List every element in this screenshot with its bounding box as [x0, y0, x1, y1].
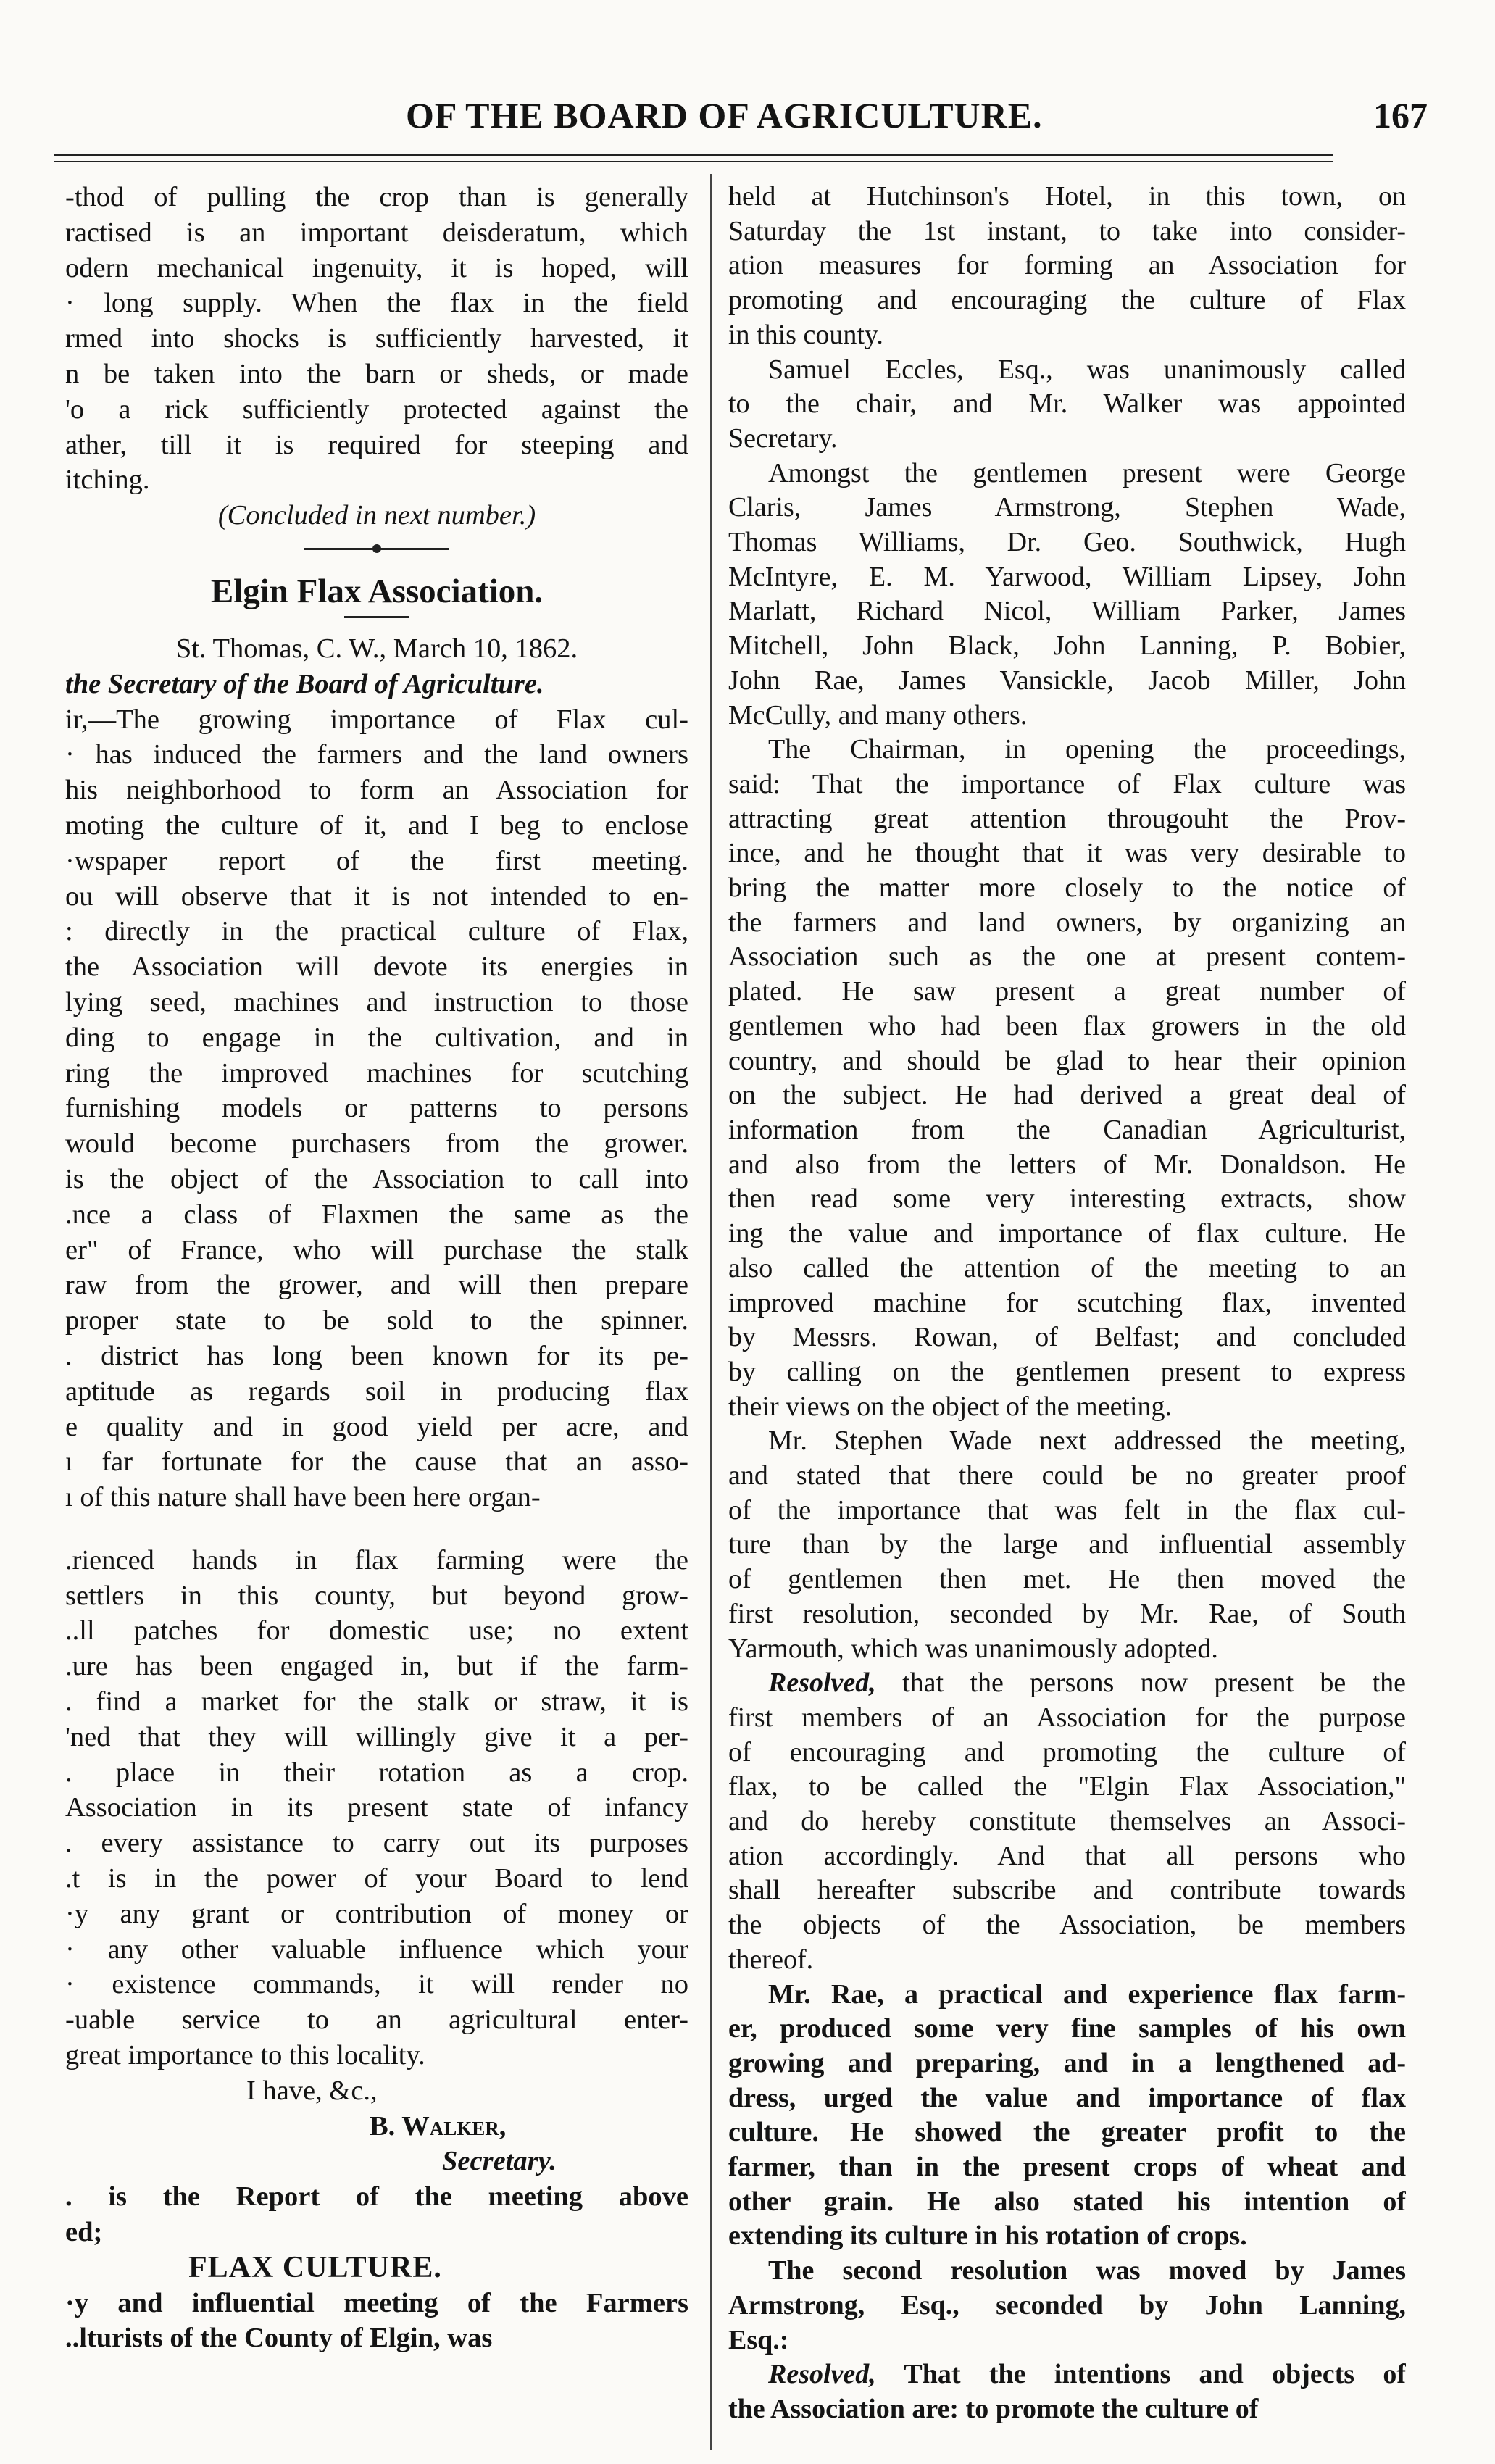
- concluded-note: (Concluded in next number.): [217, 500, 536, 531]
- text-line: ı of this nature shall have been here organ-: [65, 1482, 541, 1513]
- report-opening: [65, 2286, 688, 2357]
- text-line: Samuel Eccles, Esq., was unanimously called: [768, 354, 1406, 385]
- resolution-1: [728, 1666, 1406, 1977]
- text-line: [728, 1666, 1406, 1701]
- article-title: Elgin Flax Association.: [210, 572, 544, 610]
- text-line: the objects of the Association, be members: [728, 1910, 1406, 1941]
- signer-title: Secretary.: [442, 2146, 557, 2177]
- resolution-2: [728, 2357, 1406, 2426]
- text-line: 'o a rick sufficiently protected against the: [65, 394, 688, 425]
- paragraph-gap: [65, 1515, 688, 1543]
- text-line: moting the culture of it, and I beg to enclose: [65, 809, 688, 841]
- text-line: Esq.:: [728, 2324, 789, 2355]
- text-line: . find a market for the stalk or straw, it is: [65, 1686, 688, 1718]
- text-line: -uable service to an agricultural enter-: [65, 2005, 688, 2036]
- text-line: 'ned that they will willingly give it a per-: [65, 1721, 688, 1752]
- text-line: of the importance that was felt in the flax cul-: [728, 1494, 1406, 1526]
- text-line: Amongst the gentlemen present were George: [768, 457, 1406, 488]
- text-line: by calling on the gentlemen present to express: [728, 1356, 1406, 1387]
- text-line: -thod of pulling the crop than is generally: [65, 182, 688, 212]
- signoff: I have, &c.,: [246, 2075, 378, 2106]
- text-line: of gentlemen then met. He then moved the: [728, 1564, 1406, 1595]
- text-line: extending its culture in his rotation of crops.: [728, 2220, 1247, 2252]
- resolved-label: Resolved,: [768, 2359, 876, 2390]
- flax-culture-title: FLAX CULTURE.: [188, 2250, 442, 2284]
- text-line: .nce a class of Flaxmen the same as the: [65, 1199, 688, 1230]
- text-line: thereof.: [728, 1944, 814, 1975]
- report-paragraph-4: [728, 733, 1406, 1424]
- text-line: · any other valuable influence which your: [65, 1934, 688, 1965]
- text-line: odern mechanical ingenuity, it is hoped, will: [65, 252, 688, 283]
- text-line: Mitchell, John Black, John Lanning, P. Bobier,: [728, 630, 1406, 662]
- text-line: on the subject. He had derived a great deal of: [728, 1080, 1406, 1111]
- text-line: The second resolution was moved by James: [768, 2255, 1406, 2286]
- text-line: .ure has been engaged in, but if the farm-: [65, 1651, 688, 1682]
- report-paragraph-3: [728, 457, 1406, 733]
- text-line: ·y any grant or contribution of money or: [65, 1898, 688, 1929]
- text-line: rmed into shocks is sufficiently harvested, it: [65, 323, 688, 354]
- text-line: shall hereafter subscribe and contribute towards: [728, 1875, 1406, 1906]
- report-paragraph-1: [728, 180, 1406, 353]
- text-line: · long supply. When the flax in the field: [65, 288, 688, 319]
- text-line: ı far fortunate for the cause that an asso-: [65, 1447, 688, 1478]
- text-line: other grain. He also stated his intention of: [728, 2186, 1406, 2217]
- text-line: first resolution, seconded by Mr. Rae, of South: [728, 1598, 1406, 1629]
- text-line: Mr. Stephen Wade next addressed the meeting,: [768, 1425, 1406, 1457]
- ornament-dot: [372, 544, 381, 553]
- ornament-divider: [65, 533, 688, 562]
- text-line: . is the Report of the meeting above: [65, 2181, 688, 2213]
- report-paragraph-8: [728, 2254, 1406, 2357]
- text-line: John Rae, James Vansickle, Jacob Miller, John: [728, 665, 1406, 696]
- text-line: great importance to this locality.: [65, 2040, 425, 2071]
- text-line: plated. He saw present a great number of: [728, 976, 1406, 1007]
- text-line: improved machine for scutching flax, invented: [728, 1287, 1406, 1318]
- text-line: Association in its present state of infancy: [65, 1792, 688, 1823]
- text-line: is the object of the Association to call into: [65, 1163, 688, 1194]
- text-line: and stated that there could be no greater proof: [728, 1460, 1406, 1491]
- text-line: would become purchasers from the grower.: [65, 1128, 688, 1160]
- text-line: then read some very interesting extracts, show: [728, 1183, 1406, 1215]
- text-line: Armstrong, Esq., seconded by John Lanning,: [728, 2289, 1406, 2321]
- text-line: er, produced some very fine samples of his own: [728, 2013, 1406, 2044]
- signer-name: B. Walker,: [370, 2110, 507, 2142]
- text-line: Marlatt, Richard Nicol, William Parker, James: [728, 596, 1406, 627]
- header-rule-top: [54, 154, 1333, 156]
- text-line: ed;: [65, 2217, 103, 2248]
- text-line: aptitude as regards soil in producing flax: [65, 1375, 688, 1407]
- text-line: growing and preparing, and in a lengthened ad-: [728, 2047, 1406, 2078]
- text-line: . every assistance to carry out its purposes: [65, 1828, 688, 1859]
- text-line: the Association are: to promote the culture of: [728, 2394, 1259, 2424]
- text-line: flax, to be called the "Elgin Flax Association,": [728, 1771, 1406, 1802]
- text-line: said: That the importance of Flax culture was: [728, 768, 1406, 799]
- text-line: . place in their rotation as a crop.: [65, 1757, 688, 1788]
- text-line: ince, and he thought that it was very desirable to: [728, 838, 1406, 869]
- text-line: his neighborhood to form an Association for: [65, 775, 688, 806]
- text-line: e quality and in good yield per acre, and: [65, 1411, 688, 1442]
- text-line: settlers in this county, but beyond grow-: [65, 1580, 688, 1611]
- resolution-text: that the persons now present be the: [875, 1668, 1406, 1699]
- text-line: country, and should be glad to hear their opinion: [728, 1045, 1406, 1076]
- report-paragraph-2: [728, 353, 1406, 457]
- text-line: first members of an Association for the purpose: [728, 1702, 1406, 1733]
- text-line: raw from the grower, and will then prepare: [65, 1270, 688, 1301]
- text-line: ou will observe that it is not intended to en-: [65, 881, 688, 912]
- text-line: farmer, than in the present crops of wheat and: [728, 2152, 1406, 2183]
- text-line: : directly in the practical culture of Flax,: [65, 916, 688, 947]
- text-line: itching.: [65, 465, 150, 496]
- continued-article: [65, 180, 688, 498]
- text-line: ding to engage in the cultivation, and in: [65, 1022, 688, 1053]
- text-line: and also from the letters of Mr. Donaldson. He: [728, 1149, 1406, 1180]
- text-line: .rienced hands in flax farming were the: [65, 1544, 688, 1576]
- text-line: ation measures for forming an Association for: [728, 250, 1406, 281]
- right-column: [728, 180, 1406, 2427]
- resolved-label: Resolved,: [768, 1668, 876, 1699]
- text-line: bring the matter more closely to the notice of: [728, 873, 1406, 904]
- text-line: ing the value and importance of flax culture. He: [728, 1218, 1406, 1249]
- text-line: ..lturists of the County of Elgin, was: [65, 2323, 493, 2354]
- text-line: the Association will devote its energies in: [65, 952, 688, 983]
- letter-body-part-b: [65, 1543, 688, 2073]
- text-line: to the chair, and Mr. Walker was appointed: [728, 388, 1406, 420]
- header-rule-bottom: [54, 161, 1333, 162]
- text-line: ture than by the large and influential assembly: [728, 1529, 1406, 1560]
- column-divider: [710, 174, 712, 2450]
- text-line: McCully, and many others.: [728, 699, 1028, 731]
- text-line: Thomas Williams, Dr. Geo. Southwick, Hugh: [728, 527, 1406, 558]
- text-line: Secretary.: [728, 423, 838, 454]
- text-line: [728, 2357, 1406, 2392]
- text-line: · has induced the farmers and the land owners: [65, 739, 688, 770]
- text-line: · existence commands, it will render no: [65, 1969, 688, 2000]
- letter-body-part-a: [65, 702, 688, 1515]
- text-line: dress, urged the value and importance of flax: [728, 2082, 1406, 2113]
- text-line: gentlemen who had been flax growers in the old: [728, 1010, 1406, 1041]
- text-line: er" of France, who will purchase the stalk: [65, 1234, 688, 1265]
- text-line: culture. He showed the greater profit to the: [728, 2117, 1406, 2148]
- dateline: St. Thomas, C. W., March 10, 1862.: [175, 633, 578, 664]
- report-paragraph-7: [728, 1978, 1406, 2255]
- text-line: ir,—The growing importance of Flax cul-: [65, 704, 688, 735]
- salutation: the Secretary of the Board of Agriculture.: [65, 668, 544, 699]
- page-number: 167: [1373, 95, 1428, 136]
- text-line: . district has long been known for its pe-: [65, 1340, 688, 1371]
- text-line: of encouraging and promoting the culture of: [728, 1736, 1406, 1768]
- text-line: Claris, James Armstrong, Stephen Wade,: [728, 492, 1406, 523]
- text-line: Association such as the one at present contem-: [728, 941, 1406, 973]
- signature-block: [65, 2073, 688, 2179]
- report-paragraph-5: [728, 1424, 1406, 1666]
- text-line: ather, till it is required for steeping and: [65, 429, 688, 460]
- text-line: held at Hutchinson's Hotel, in this town, on: [728, 181, 1406, 212]
- text-line: lying seed, machines and instruction to those: [65, 986, 688, 1017]
- text-line: Mr. Rae, a practical and experience flax farm-: [768, 1978, 1406, 2010]
- text-line: ·y and influential meeting of the Farmers: [65, 2287, 688, 2318]
- title-underline: [344, 616, 409, 618]
- text-line: ring the improved machines for scutching: [65, 1057, 688, 1089]
- text-line: information from the Canadian Agriculturist,: [728, 1114, 1406, 1145]
- text-line: .t is in the power of your Board to lend: [65, 1863, 688, 1894]
- text-line: ation accordingly. And that all persons who: [728, 1840, 1406, 1871]
- text-line: Yarmouth, which was unanimously adopted.: [728, 1633, 1218, 1664]
- running-title: OF THE BOARD OF AGRICULTURE.: [406, 95, 1043, 136]
- text-line: n be taken into the barn or sheds, or made: [65, 358, 688, 389]
- text-line: promoting and encouraging the culture of Flax: [728, 285, 1406, 316]
- text-line: The Chairman, in opening the proceedings,: [768, 734, 1406, 765]
- text-line: McIntyre, E. M. Yarwood, William Lipsey, John: [728, 561, 1406, 592]
- left-column: [65, 180, 688, 2356]
- report-intro: [65, 2179, 688, 2250]
- text-line: ractised is an important deisderatum, which: [65, 217, 688, 248]
- text-line: the farmers and land owners, by organizing an: [728, 907, 1406, 938]
- text-line: Saturday the 1st instant, to take into consider-: [728, 215, 1406, 246]
- text-line: their views on the object of the meeting.: [728, 1391, 1173, 1422]
- running-header: [0, 94, 1495, 145]
- text-line: ..ll patches for domestic use; no extent: [65, 1615, 688, 1647]
- text-line: by Messrs. Rowan, of Belfast; and concluded: [728, 1322, 1406, 1353]
- text-line: also called the attention of the meeting to an: [728, 1252, 1406, 1283]
- text-line: and do hereby constitute themselves an Associ-: [728, 1806, 1406, 1837]
- text-line: attracting great attention througouht the Prov-: [728, 803, 1406, 834]
- text-line: in this county.: [728, 319, 883, 350]
- resolution-text: That the intentions and objects of: [875, 2359, 1406, 2390]
- text-line: furnishing models or patterns to persons: [65, 1093, 688, 1124]
- text-line: ·wspaper report of the first meeting.: [65, 845, 688, 876]
- text-line: proper state to be sold to the spinner.: [65, 1305, 688, 1336]
